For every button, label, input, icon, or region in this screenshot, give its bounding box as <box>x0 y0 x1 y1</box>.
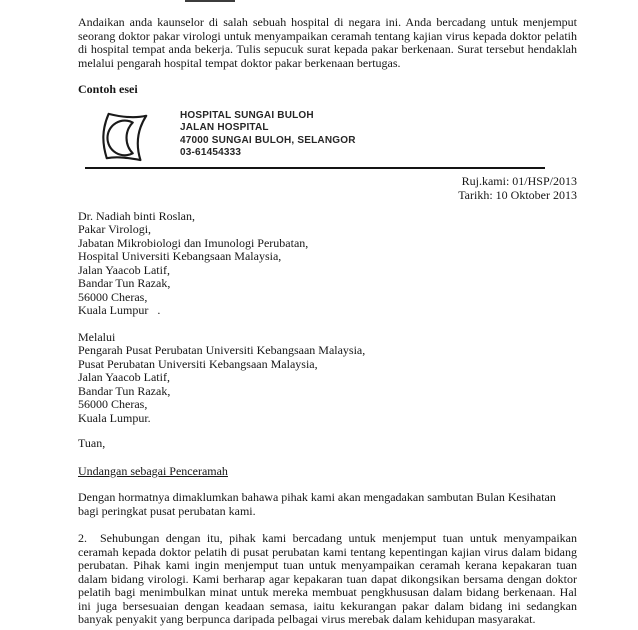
salutation: Tuan, <box>78 436 106 450</box>
recipient-postcode-line: 56000 Cheras, <box>78 289 148 304</box>
through-address-block <box>78 331 577 426</box>
date-line: Tarikh: 10 Oktober 2013 <box>458 188 577 202</box>
paragraph-2-text: Sehubungan dengan itu, pihak kami bercadang untuk menjemput tuan untuk menyampaikan ceramah kepada doktor pelatih di pusat perubatan kami tentang kepentingan kajian virus dalam bidang perubatan. Pihak kami ingin menjemput tuan untuk menyampaikan ceramah kerana kepakaran tuan dalam bidang virologi. Kami berharap agar kepakaran tuan dapat dikongsikan bersama dengan doktor pelatih bagi menimbulkan minat untuk mereka membuat pengkhususan dalam bidang berkenaan. Hal ini juga bersesuaian dengan keadaan semasa, iaitu kekurangan pakar dalam bidang ini sedangkan banyak penyakit yang berpunca daripada pelbagai virus merebak dalam kehidupan masyarakat. <box>78 531 577 626</box>
letterhead-phone-line: 03-61454333 <box>180 147 242 158</box>
crescent-logo-icon <box>95 110 157 162</box>
through-label: Melalui <box>78 329 116 344</box>
exam-prompt-paragraph: Andaikan anda kaunselor di salah sebuah hospital di negara ini. Anda bercadang untuk menjemput seorang doktor pakar virologi untuk menyampaikan ceramah tentang kajian virus kepada doktor pelatih di hospital tempat anda bekerja. Tulis sepucuk surat kepada pakar berkenaan. Surat tersebut hendaklah melalui pengarah hospital tempat doktor pakar berkenaan bertugas. <box>78 15 577 70</box>
recipient-city-line: Kuala Lumpur . <box>78 303 161 317</box>
letterhead <box>78 110 577 162</box>
through-director-line: Pengarah Pusat Perubatan Universiti Kebangsaan Malaysia, <box>78 343 366 357</box>
reference-block <box>78 174 577 203</box>
recipient-street-line: Jalan Yaacob Latif, <box>78 262 170 277</box>
letter-content <box>78 0 577 627</box>
recipient-address-block <box>78 210 577 318</box>
opening-paragraph: Dengan hormatnya dimaklumkan bahawa pihak kami akan mengadakan sambutan Bulan Kesihatan bagi peringkat pusat perubatan kami. <box>78 490 556 518</box>
recipient-name-line: Dr. Nadiah binti Roslan, <box>78 208 195 223</box>
essay-example-label: Contoh esei <box>78 82 138 96</box>
recipient-department-line: Jabatan Mikrobiologi dan Imunologi Perubatan, <box>78 235 309 250</box>
letterhead-street-line: JALAN HOSPITAL <box>180 122 269 133</box>
body-paragraph-2 <box>78 532 577 627</box>
letterhead-text-block <box>180 110 356 160</box>
recipient-title-line: Pakar Virologi, <box>78 222 152 236</box>
through-institution-line: Pusat Perubatan Universiti Kebangsaan Malaysia, <box>78 356 318 371</box>
reference-number-line: Ruj.kami: 01/HSP/2013 <box>461 173 577 188</box>
letterhead-city-line: 47000 SUNGAI BULOH, SELANGOR <box>180 134 356 146</box>
through-street-line: Jalan Yaacob Latif, <box>78 370 170 384</box>
through-area-line: Bandar Tun Razak, <box>78 383 171 398</box>
letterhead-hospital-name: HOSPITAL SUNGAI BULOH <box>180 109 314 121</box>
through-city-line: Kuala Lumpur. <box>78 410 151 425</box>
recipient-institution-line: Hospital Universiti Kebangsaan Malaysia, <box>78 249 282 263</box>
through-postcode-line: 56000 Cheras, <box>78 397 148 411</box>
subject-line: Undangan sebagai Penceramah <box>78 463 228 478</box>
letterhead-divider-rule <box>85 167 545 169</box>
recipient-area-line: Bandar Tun Razak, <box>78 276 171 290</box>
paragraph-number: 2. <box>78 531 87 545</box>
